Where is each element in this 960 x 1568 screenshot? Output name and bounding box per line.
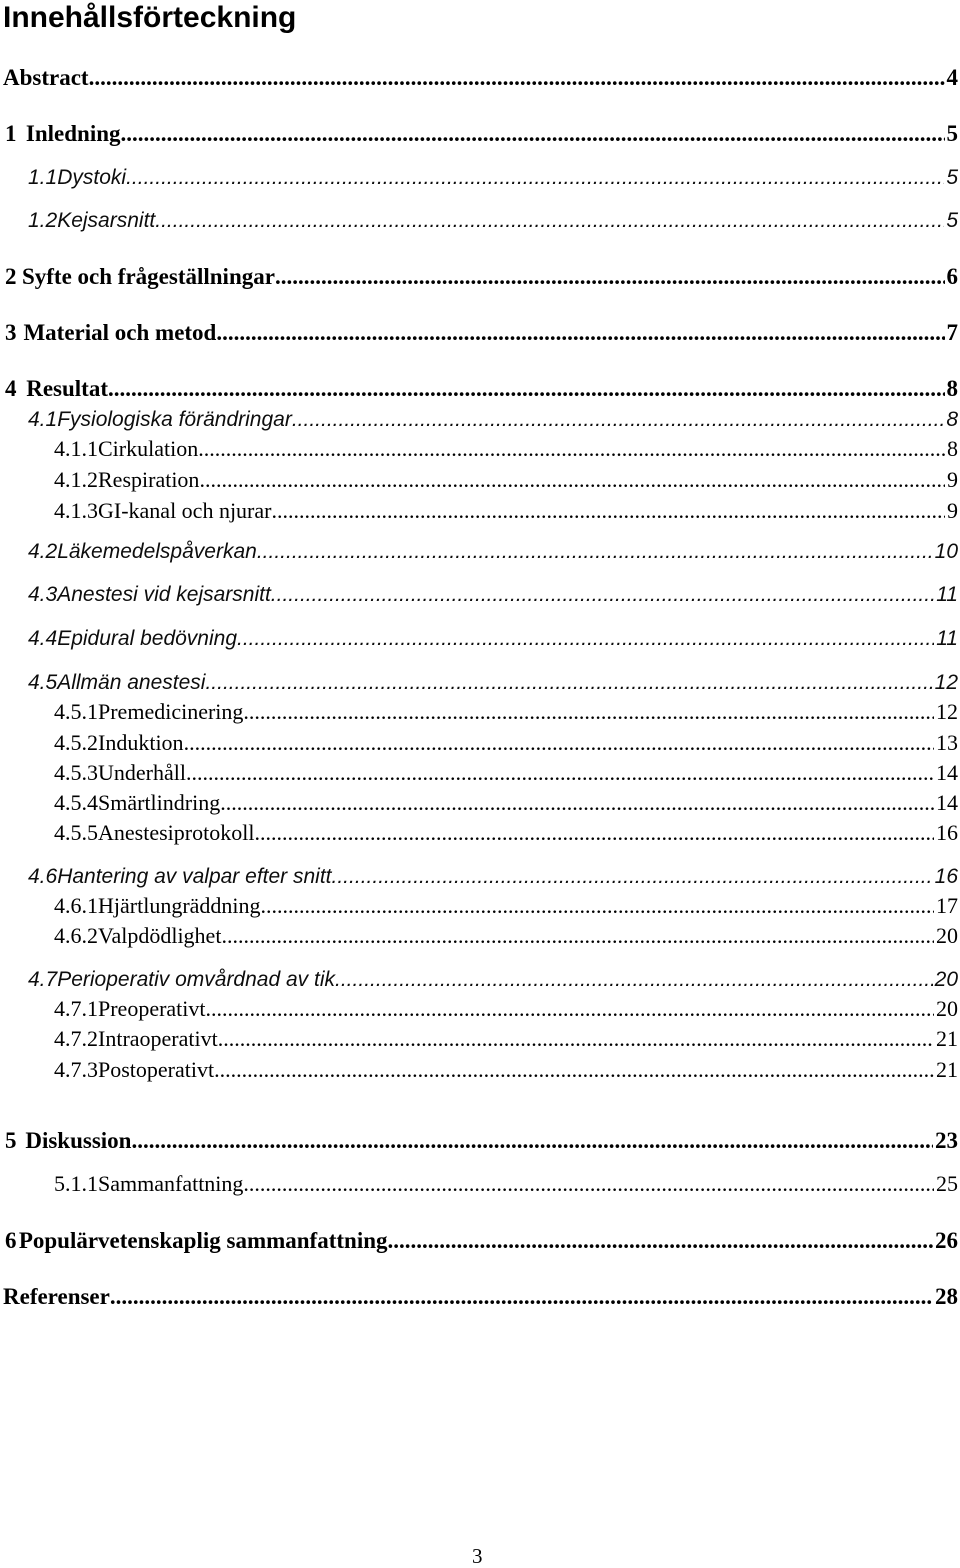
toc-leader (292, 405, 945, 435)
toc-entry-number: 4.7.2 (54, 1026, 98, 1051)
toc-entry-4[interactable] (5, 374, 958, 404)
toc-entry-text: Preoperativt (98, 996, 206, 1021)
toc-entry-4-5[interactable] (28, 668, 958, 698)
toc-leader (261, 891, 934, 921)
toc-entry-number: 1 (5, 121, 17, 146)
toc-entry-4-4[interactable] (28, 624, 958, 654)
toc-title: Innehållsförteckning (3, 1, 297, 34)
toc-entry-4-5-4[interactable] (54, 788, 958, 818)
toc-entry-page: 21 (936, 1026, 958, 1051)
toc-entry-text: Epidural bedövning (57, 627, 238, 650)
toc-entry-text: Inledning (25, 121, 121, 146)
toc-entry-page: 7 (946, 320, 958, 345)
toc-leader (214, 1055, 934, 1085)
page-number: 3 (472, 1544, 483, 1568)
toc-entry-page: 17 (936, 893, 958, 918)
toc-leader (218, 1024, 934, 1054)
toc-entry-page: 16 (934, 865, 958, 888)
toc-entry-number: 4.7.3 (54, 1057, 98, 1082)
toc-entry-page: 14 (936, 790, 958, 815)
toc-entry-text: Läkemedelspåverkan (57, 540, 257, 563)
toc-leader (388, 1226, 933, 1256)
toc-entry-text: Premedicinering (98, 699, 244, 724)
toc-entry-number: 4.7 (28, 968, 58, 991)
toc-entry-text: Anestesiprotokoll (98, 820, 255, 845)
toc-entry-text: Smärtlindring (98, 790, 221, 815)
toc-entry-number: 4.5.5 (54, 820, 98, 845)
toc-leader (335, 965, 933, 995)
toc-leader (205, 668, 932, 698)
toc-leader (199, 465, 945, 495)
toc-entry-4-7-2[interactable] (54, 1024, 958, 1054)
toc-entry-text: Underhåll (98, 760, 186, 785)
toc-entry-page: 5 (946, 121, 958, 146)
toc-entry-page: 25 (936, 1171, 958, 1196)
toc-entry-text: Perioperativ omvårdnad av tik (57, 968, 336, 991)
toc-entry-number: 4.5.2 (54, 730, 98, 755)
toc-leader (108, 374, 945, 404)
toc-entry-page: 12 (936, 699, 958, 724)
toc-entry-page: 5 (946, 166, 958, 189)
toc-entry-text: Hjärtlungräddning (98, 893, 261, 918)
toc-entry-5-1-1[interactable] (54, 1169, 958, 1199)
toc-entry-page: 16 (936, 820, 958, 845)
toc-entry-number: 4.6.2 (54, 923, 98, 948)
toc-entry-text: Fysiologiska förändringar (57, 408, 292, 431)
toc-entry-4-6[interactable] (28, 862, 958, 892)
toc-leader (257, 537, 933, 567)
toc-leader (220, 788, 934, 818)
toc-entry-number: 1.1 (28, 166, 58, 189)
toc-entry-page: 20 (936, 923, 958, 948)
toc-entry-text: Postoperativt (98, 1057, 215, 1082)
toc-entry-abstract[interactable] (3, 63, 958, 93)
toc-leader (237, 624, 934, 654)
toc-entry-text: Hantering av valpar efter snitt (57, 865, 332, 888)
toc-entry-6[interactable] (5, 1226, 958, 1256)
toc-entry-number: 2 (5, 264, 17, 289)
toc-entry-page: 20 (936, 996, 958, 1021)
toc-entry-number: 4.1.2 (54, 467, 98, 492)
toc-entry-text: Induktion (98, 730, 184, 755)
toc-entry-number: 4.5.4 (54, 790, 98, 815)
toc-entry-page: 20 (934, 968, 958, 991)
toc-entry-text: Sammanfattning (98, 1171, 244, 1196)
toc-entry-text: Abstract (3, 65, 89, 90)
toc-entry-page: 9 (947, 498, 958, 523)
toc-entry-text: Syfte och frågeställningar (21, 264, 275, 289)
toc-entry-text: Dystoki (57, 166, 127, 189)
toc-entry-page: 5 (946, 209, 958, 232)
toc-entry-page: 10 (934, 540, 958, 563)
toc-entry-4-7[interactable] (28, 965, 958, 995)
toc-entry-2[interactable] (5, 262, 958, 292)
toc-entry-4-1[interactable] (28, 405, 958, 435)
toc-entry-number: 4.1 (28, 408, 58, 431)
toc-entry-text: Anestesi vid kejsarsnitt (57, 583, 271, 606)
toc-entry-number: 6 (5, 1228, 17, 1253)
toc-entry-number: 4.1.3 (54, 498, 98, 523)
toc-entry-text: Cirkulation (98, 436, 199, 461)
toc-entry-text: Intraoperativt (98, 1026, 218, 1051)
toc-entry-3[interactable] (5, 318, 958, 348)
toc-entry-page: 23 (935, 1128, 958, 1153)
toc-entry-4-5-5[interactable] (54, 818, 958, 848)
toc-entry-number: 4.4 (28, 627, 58, 650)
toc-entry-number: 4.5.1 (54, 699, 98, 724)
toc-entry-4-5-1[interactable] (54, 697, 958, 727)
toc-entry-text: Allmän anestesi (57, 671, 206, 694)
toc-leader (126, 163, 944, 193)
toc-entry-number: 4.6 (28, 865, 58, 888)
toc-entry-number: 4.6.1 (54, 893, 98, 918)
toc-entry-4-5-3[interactable] (54, 758, 958, 788)
toc-leader (275, 262, 945, 292)
toc-entry-page: 26 (935, 1228, 958, 1253)
toc-entry-text: Resultat (26, 376, 108, 401)
toc-leader (186, 758, 934, 788)
toc-entry-text: Diskussion (25, 1128, 132, 1153)
toc-entry-1-1[interactable] (28, 163, 958, 193)
toc-leader (206, 994, 934, 1024)
toc-entry-page: 8 (946, 408, 958, 431)
toc-entry-4-1-2[interactable] (54, 465, 958, 495)
toc-leader (332, 862, 933, 892)
toc-entry-page: 21 (936, 1057, 958, 1082)
toc-leader (221, 921, 934, 951)
toc-entry-page: 8 (946, 376, 958, 401)
toc-entry-number: 1.2 (28, 209, 58, 232)
toc-entry-4-5-2[interactable] (54, 728, 958, 758)
toc-leader (271, 580, 934, 610)
toc-entry-text: Kejsarsnitt (57, 209, 156, 232)
toc-entry-referenser[interactable] (3, 1282, 958, 1312)
toc-entry-page: 12 (934, 671, 958, 694)
toc-leader (198, 434, 945, 464)
toc-entry-page: 9 (947, 467, 958, 492)
toc-entry-page: 11 (936, 583, 958, 606)
toc-entry-number: 5.1.1 (54, 1171, 98, 1196)
toc-leader (254, 818, 934, 848)
toc-entry-page: 14 (936, 760, 958, 785)
toc-entry-number: 4.1.1 (54, 436, 98, 461)
toc-entry-text: Material och metod (23, 320, 217, 345)
toc-entry-text: GI-kanal och njurar (98, 498, 272, 523)
toc-entry-page: 11 (936, 627, 958, 650)
toc-leader (243, 697, 934, 727)
toc-entry-number: 4.5.3 (54, 760, 98, 785)
toc-entry-4-6-2[interactable] (54, 921, 958, 951)
toc-entry-page: 13 (936, 730, 958, 755)
toc-entry-text: Populärvetenskaplig sammanfattning (18, 1228, 388, 1253)
toc-entry-number: 4.3 (28, 583, 58, 606)
toc-leader (121, 119, 945, 149)
toc-leader (243, 1169, 934, 1199)
toc-entry-4-7-3[interactable] (54, 1055, 958, 1085)
toc-entry-page: 6 (946, 264, 958, 289)
toc-leader (155, 206, 944, 236)
toc-entry-5[interactable] (5, 1126, 958, 1156)
toc-entry-page: 28 (935, 1284, 958, 1309)
toc-leader (184, 728, 934, 758)
toc-entry-page: 8 (947, 436, 958, 461)
toc-entry-4-1-3[interactable] (54, 496, 958, 526)
toc-entry-4-2[interactable] (28, 537, 958, 567)
toc-leader (131, 1126, 933, 1156)
toc-entry-4-6-1[interactable] (54, 891, 958, 921)
toc-leader (216, 318, 944, 348)
toc-leader (110, 1282, 933, 1312)
toc-entry-text: Referenser (3, 1284, 110, 1309)
toc-entry-4-7-1[interactable] (54, 994, 958, 1024)
toc-entry-page: 4 (946, 65, 958, 90)
toc-entry-1[interactable] (5, 119, 958, 149)
toc-entry-number: 4.2 (28, 540, 58, 563)
toc-entry-4-1-1[interactable] (54, 434, 958, 464)
toc-entry-number: 4.5 (28, 671, 58, 694)
toc-entry-text: Valpdödlighet (98, 923, 222, 948)
toc-entry-4-3[interactable] (28, 580, 958, 610)
toc-leader (89, 63, 945, 93)
toc-entry-number: 5 (5, 1128, 17, 1153)
toc-entry-number: 4 (5, 376, 17, 401)
toc-leader (271, 496, 945, 526)
toc-entry-text: Respiration (98, 467, 200, 492)
toc-entry-1-2[interactable] (28, 206, 958, 236)
toc-entry-number: 4.7.1 (54, 996, 98, 1021)
toc-entry-number: 3 (5, 320, 17, 345)
